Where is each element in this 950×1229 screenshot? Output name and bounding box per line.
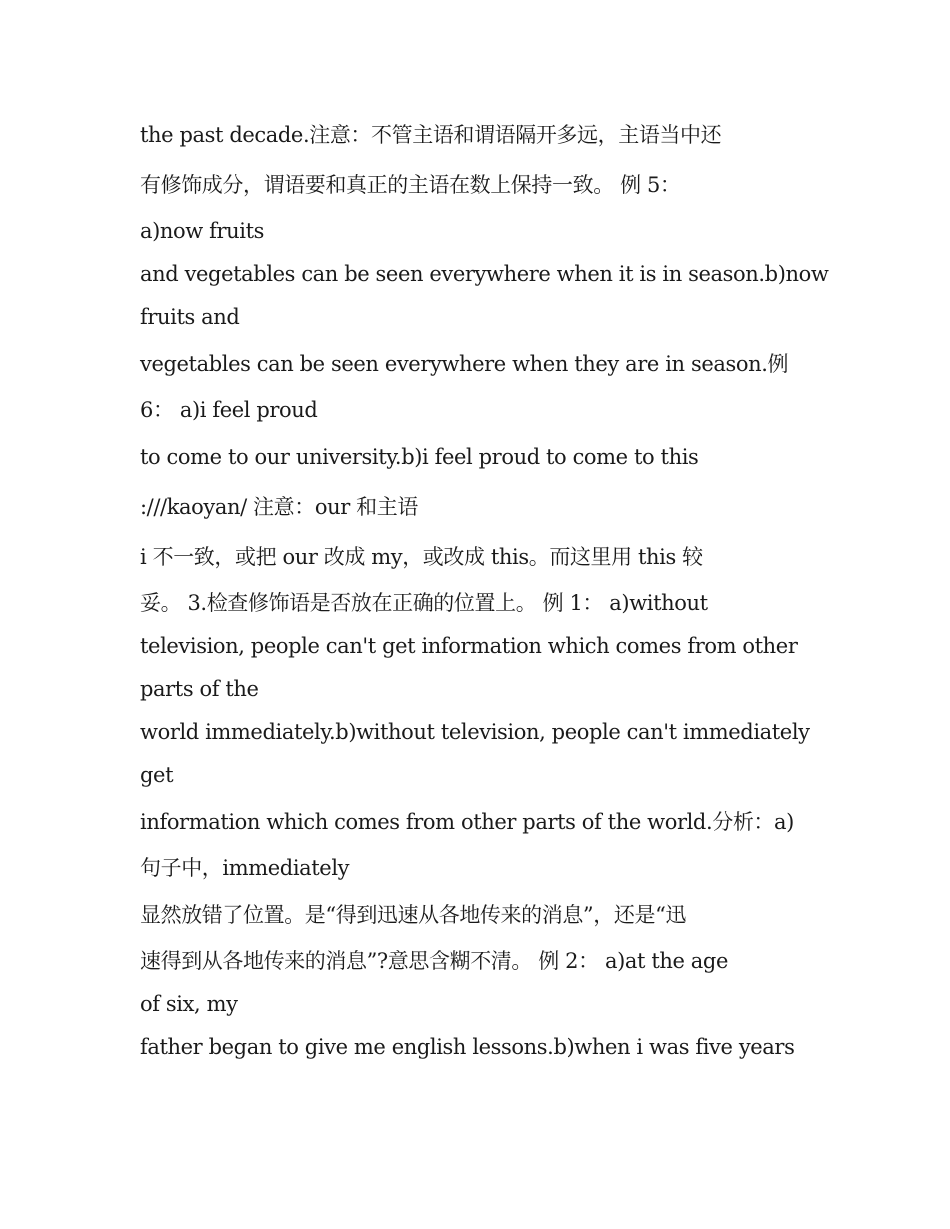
text-line: :///kaoyan/ 注意：our 和主语	[140, 495, 418, 519]
text-line: a)now fruits	[140, 219, 264, 243]
text-line: get	[140, 763, 174, 787]
text-line: the past decade.注意：不管主语和谓语隔开多远，主语当中还	[140, 123, 722, 147]
text-line: to come to our university.b)i feel proud to come to this	[140, 445, 699, 469]
text-line: and vegetables can be seen everywhere when it is in season.b)now	[140, 262, 829, 286]
text-line: father began to give me english lessons.b)when i was five years	[140, 1035, 795, 1059]
text-line: parts of the	[140, 677, 259, 701]
text-line: information which comes from other parts of the world.分析：a)	[140, 810, 794, 834]
text-line: world immediately.b)without television, people can't immediately	[140, 720, 810, 744]
text-line: 句子中，immediately	[140, 856, 350, 880]
text-line: television, people can't get information which comes from other	[140, 634, 798, 658]
text-line: fruits and	[140, 305, 240, 329]
document-body	[140, 110, 829, 1069]
text-line: 速得到从各地传来的消息”?意思含糊不清。 例 2： a)at the age	[140, 949, 728, 973]
text-line: of six, my	[140, 992, 238, 1016]
text-line: vegetables can be seen everywhere when they are in season.例	[140, 352, 789, 376]
text-line: 有修饰成分，谓语要和真正的主语在数上保持一致。 例 5：	[140, 173, 681, 197]
text-line: 显然放错了位置。是“得到迅速从各地传来的消息”，还是“迅	[140, 903, 687, 927]
text-line: i 不一致，或把 our 改成 my，或改成 this。而这里用 this 较	[140, 545, 703, 569]
text-line: 6： a)i feel proud	[140, 398, 318, 422]
text-line: 妥。 3.检查修饰语是否放在正确的位置上。 例 1： a)without	[140, 591, 708, 615]
